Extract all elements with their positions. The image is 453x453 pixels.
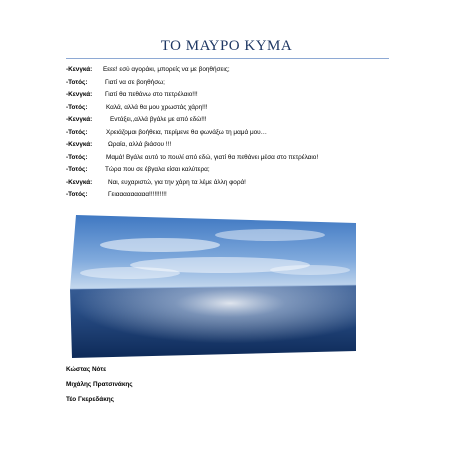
line-text: Εντάξει,,αλλά βγάλε με από εδώ!!! bbox=[110, 116, 207, 123]
dialogue-line bbox=[66, 177, 246, 188]
line-text: Μαμά! Βγάλε αυτό το πουλί από εδώ, γιατί θα πεθάνει μέσα στο πετρέλαιο! bbox=[106, 153, 319, 161]
title-underline bbox=[66, 58, 389, 59]
dialogue-line bbox=[66, 89, 198, 100]
speaker-label: -Τοτός: bbox=[66, 191, 88, 198]
sea-photo-drawing bbox=[70, 215, 356, 358]
speaker-label: -Κενγκά: bbox=[66, 141, 93, 148]
dialogue-line bbox=[66, 152, 319, 163]
dialogue-line bbox=[66, 164, 210, 175]
speaker-label: -Κενγκά: bbox=[66, 116, 93, 123]
line-text: Εεεε! εσύ αγοράκι, μπορείς να με βοηθήσεις; bbox=[103, 66, 230, 73]
speaker-label: -Τοτός: bbox=[66, 153, 88, 161]
dialogue-line bbox=[66, 77, 165, 88]
dialogue-line bbox=[66, 139, 172, 150]
speaker-label: -Κενγκά: bbox=[66, 91, 93, 98]
line-text: Γιατί θα πεθάνω στο πετρέλαιο!!! bbox=[105, 91, 198, 98]
line-text: Γιατί να σε βοηθήσω; bbox=[105, 78, 165, 86]
line-text: Ωραία, αλλά βιάσου !!! bbox=[108, 141, 172, 148]
line-text: Καλά, αλλά θα μου χρωστάς χάρη!!! bbox=[106, 103, 208, 111]
dialogue-line bbox=[66, 114, 207, 125]
dialogue-line bbox=[66, 189, 167, 200]
dialogue-line bbox=[66, 127, 268, 138]
credit-author: Κώστας Νότε bbox=[66, 366, 107, 373]
line-text: Ναι, ευχαριστώ, για την χάρη τα λέμε άλλη φορά! bbox=[108, 178, 246, 186]
speaker-label: -Κενγκά: bbox=[66, 178, 93, 186]
dialogue-line bbox=[66, 102, 208, 113]
sea-photo bbox=[70, 215, 356, 358]
dialogue-line bbox=[66, 64, 230, 75]
line-text: Γειααααααααα!!!!!!!!!! bbox=[108, 191, 167, 198]
credit-author: Τέο Γκερεδάκης bbox=[66, 396, 115, 403]
speaker-label: -Τοτός: bbox=[66, 128, 88, 136]
speaker-label: -Τοτός: bbox=[66, 78, 88, 86]
document-title: ΤΟ ΜΑΥΡΟ ΚΥΜΑ bbox=[160, 38, 293, 54]
credit-author: Μιχάλης Πρατσινάκης bbox=[66, 381, 133, 388]
speaker-label: -Τοτός: bbox=[66, 103, 88, 111]
speaker-label: -Τοτός: bbox=[66, 166, 88, 173]
line-text: Χρειάζομαι βοήθεια, περίμενε θα φωνάξω τη μαμά μου… bbox=[106, 128, 268, 136]
line-text: Τώρα που σε έβγαλα είσαι καλύτερα; bbox=[105, 166, 210, 173]
speaker-label: -Κενγκά: bbox=[66, 66, 93, 73]
